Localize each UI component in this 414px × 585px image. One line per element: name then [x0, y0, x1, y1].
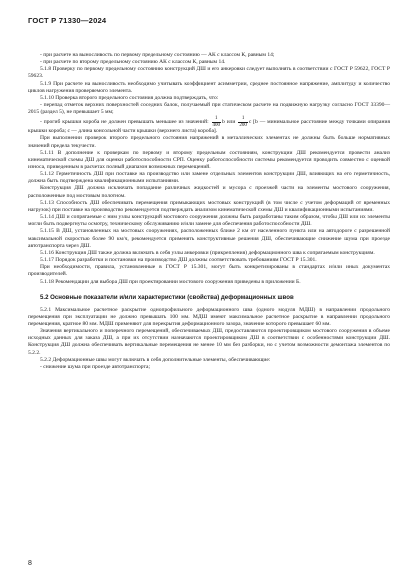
paragraph: 5.1.17 Порядок разработки и постановки на производство ДШ должны соответствовать требованиям ГОСТ Р 15.301. [40, 257, 317, 264]
paragraph: Конструкция ДШ должна исключать попадание различных жидкостей и мусора с проезжей части на элементы мостового сооружения, расположенные под мостовым полотном. [28, 185, 390, 199]
paragraph: 5.1.8 Проверку по первому предельному состоянию конструкций ДШ и его анкеровки следует выполнять в соответствии с ГОСТ Р 59622, ГОСТ Р 59623. [28, 66, 390, 80]
fraction-numerator: 1 [238, 116, 248, 122]
fraction-denominator: 200 [239, 122, 247, 128]
paragraph: 5.1.14 ДШ и сопрягаемые с ним узлы конструкций мостового сооружения должны быть разработаны таким образом, чтобы ДШ или их элементы могли быть подвергнуты осмотру, техническому обслуживанию и/или замене для обеспечения работоспособности ДШ. [28, 214, 390, 228]
fraction [238, 116, 248, 128]
paragraph: 5.1.16 Конструкция ДШ также должна включать в себя узлы анкеровки (прикрепления) деформационного шва к сопрягаемым конструкциям. [40, 249, 375, 256]
paragraph: 5.1.11 В дополнение к проверкам по первому и второму предельным состояниям, конструкции ДШ рекомендуется провести анализ кинематической схемы ДШ для оценки работоспособности СРП. Оценку работоспособности системы рекомендуется проводить совместно с оценкой износа, приведенным в расчетах полный диапазон возможных перемещений. [28, 149, 390, 170]
paragraph-with-formula [28, 116, 390, 135]
paragraph: - перепад отметок верхних поверхностей соседних балок, получаемый при статическом расчете на подвижную нагрузку согласно ГОСТ 33390—2015 (раздел 5), не превышает 5 мм; [28, 102, 390, 116]
formula-text: b или [222, 119, 236, 126]
paragraph: 5.1.18 Рекомендации для выбора ДШ при проектировании мостового сооружения приведены в приложении Б. [40, 278, 301, 285]
paragraph: Значения вертикального и поперечного перемещений, обеспечиваемых ДШ, предоставляются проектировщиком мостового сооружения в объеме исходных данных для заказа ДШ, а при их отсутствии назначаются проектировщиком ДШ в соответствии с особенностями конструкции ДШ. Конструкция ДШ должна обеспечивать вертикальные перемещения не менее 10 мм без разборки, но с учетом возможности демонтажа элементов по 5.2.2. [28, 328, 390, 356]
standard-header: ГОСТ Р 71330—2024 [28, 16, 107, 25]
paragraph: При необходимости, правила, установленные в ГОСТ Р 15.301, могут быть конкретизированы в стандартах и/или иных документах производителей. [28, 264, 390, 278]
section-heading: 5.2 Основные показатели и/или характеристики (свойства) деформационных швов [40, 293, 294, 301]
paragraph: 5.2.1 Максимальное расчетное раскрытие однопрофильного деформационного шва (одного модуля МДШ) в направлении продольного перемещения при эксплуатации не должно превышать 100 мм. МДШ имеют максимальное расчетное раскрытие в направлении продольного перемещения, кратное 80 мм. МДШ применяют для перекрытия деформационного зазора, значение которого превышает 60 мм. [28, 306, 390, 327]
paragraph: 5.1.13 Способность ДШ обеспечивать перемещения примыкающих мостовых конструкций (в том числе с учетом деформаций от временных нагрузок) при поставке на производство рекомендуется подтверждать анализом кинематической схемы ДШ и квалификационными испытаниями. [28, 199, 390, 213]
paragraph: 5.1.12 Герметичность ДШ при поставке на производство или замене отдельных элементов конструкции ДШ, влияющих на его герметичность, должна быть подтверждена квалификационными испытаниями. [28, 171, 390, 185]
paragraph: 5.1.15 В ДШ, установленных на мостовых сооружениях, расположенных ближе 2 км от населенного пункта или на автодороге с разрешенной максимальной скоростью более 90 км/ч, рекомендуется применять конструктивные решения ДШ, обеспечивающие снижение шума при проезде автотранспорта через ДШ. [28, 228, 390, 249]
paragraph: - при расчете на выносливость по первому предельному состоянию — АК с классом К, равным 14; [40, 52, 275, 58]
paragraph: При выполнении проверок второго предельного состояния напряжений в металлических элементах не должны быть больше нормативных значений предела текучести. [28, 135, 390, 149]
formula-text: - прогиб крышки короба не должен превышать меньшее из значений: [40, 119, 209, 126]
page-number: 8 [28, 560, 32, 567]
paragraph: 5.1.9 При расчете на выносливость необходимо учитывать коэффициент асимметрии, среднее постоянное напряжение, амплитуду и количество циклов нагружения проверяемого элемента. [28, 80, 390, 94]
formula-text: c [b — минимальное расстояние между точками опирания крышки короба; c — длина консольной части крышки (верхнего листа) короба]. [28, 119, 390, 135]
fraction-denominator: 400 [212, 122, 221, 128]
paragraph: - снижение шума при проезде автотранспорта; [40, 363, 150, 370]
paragraph: 5.1.10 Проверка второго предельного состояния должна подтверждать, что: [40, 94, 219, 101]
fraction-numerator: 1 [212, 116, 222, 122]
document-body [28, 52, 390, 371]
fraction [212, 116, 222, 128]
paragraph: 5.2.2 Деформационные швы могут включать в себя дополнительные элементы, обеспечивающие: [40, 356, 271, 363]
paragraph: - при расчете по второму предельному состоянию АК с классом К, равным 14. [40, 59, 226, 66]
